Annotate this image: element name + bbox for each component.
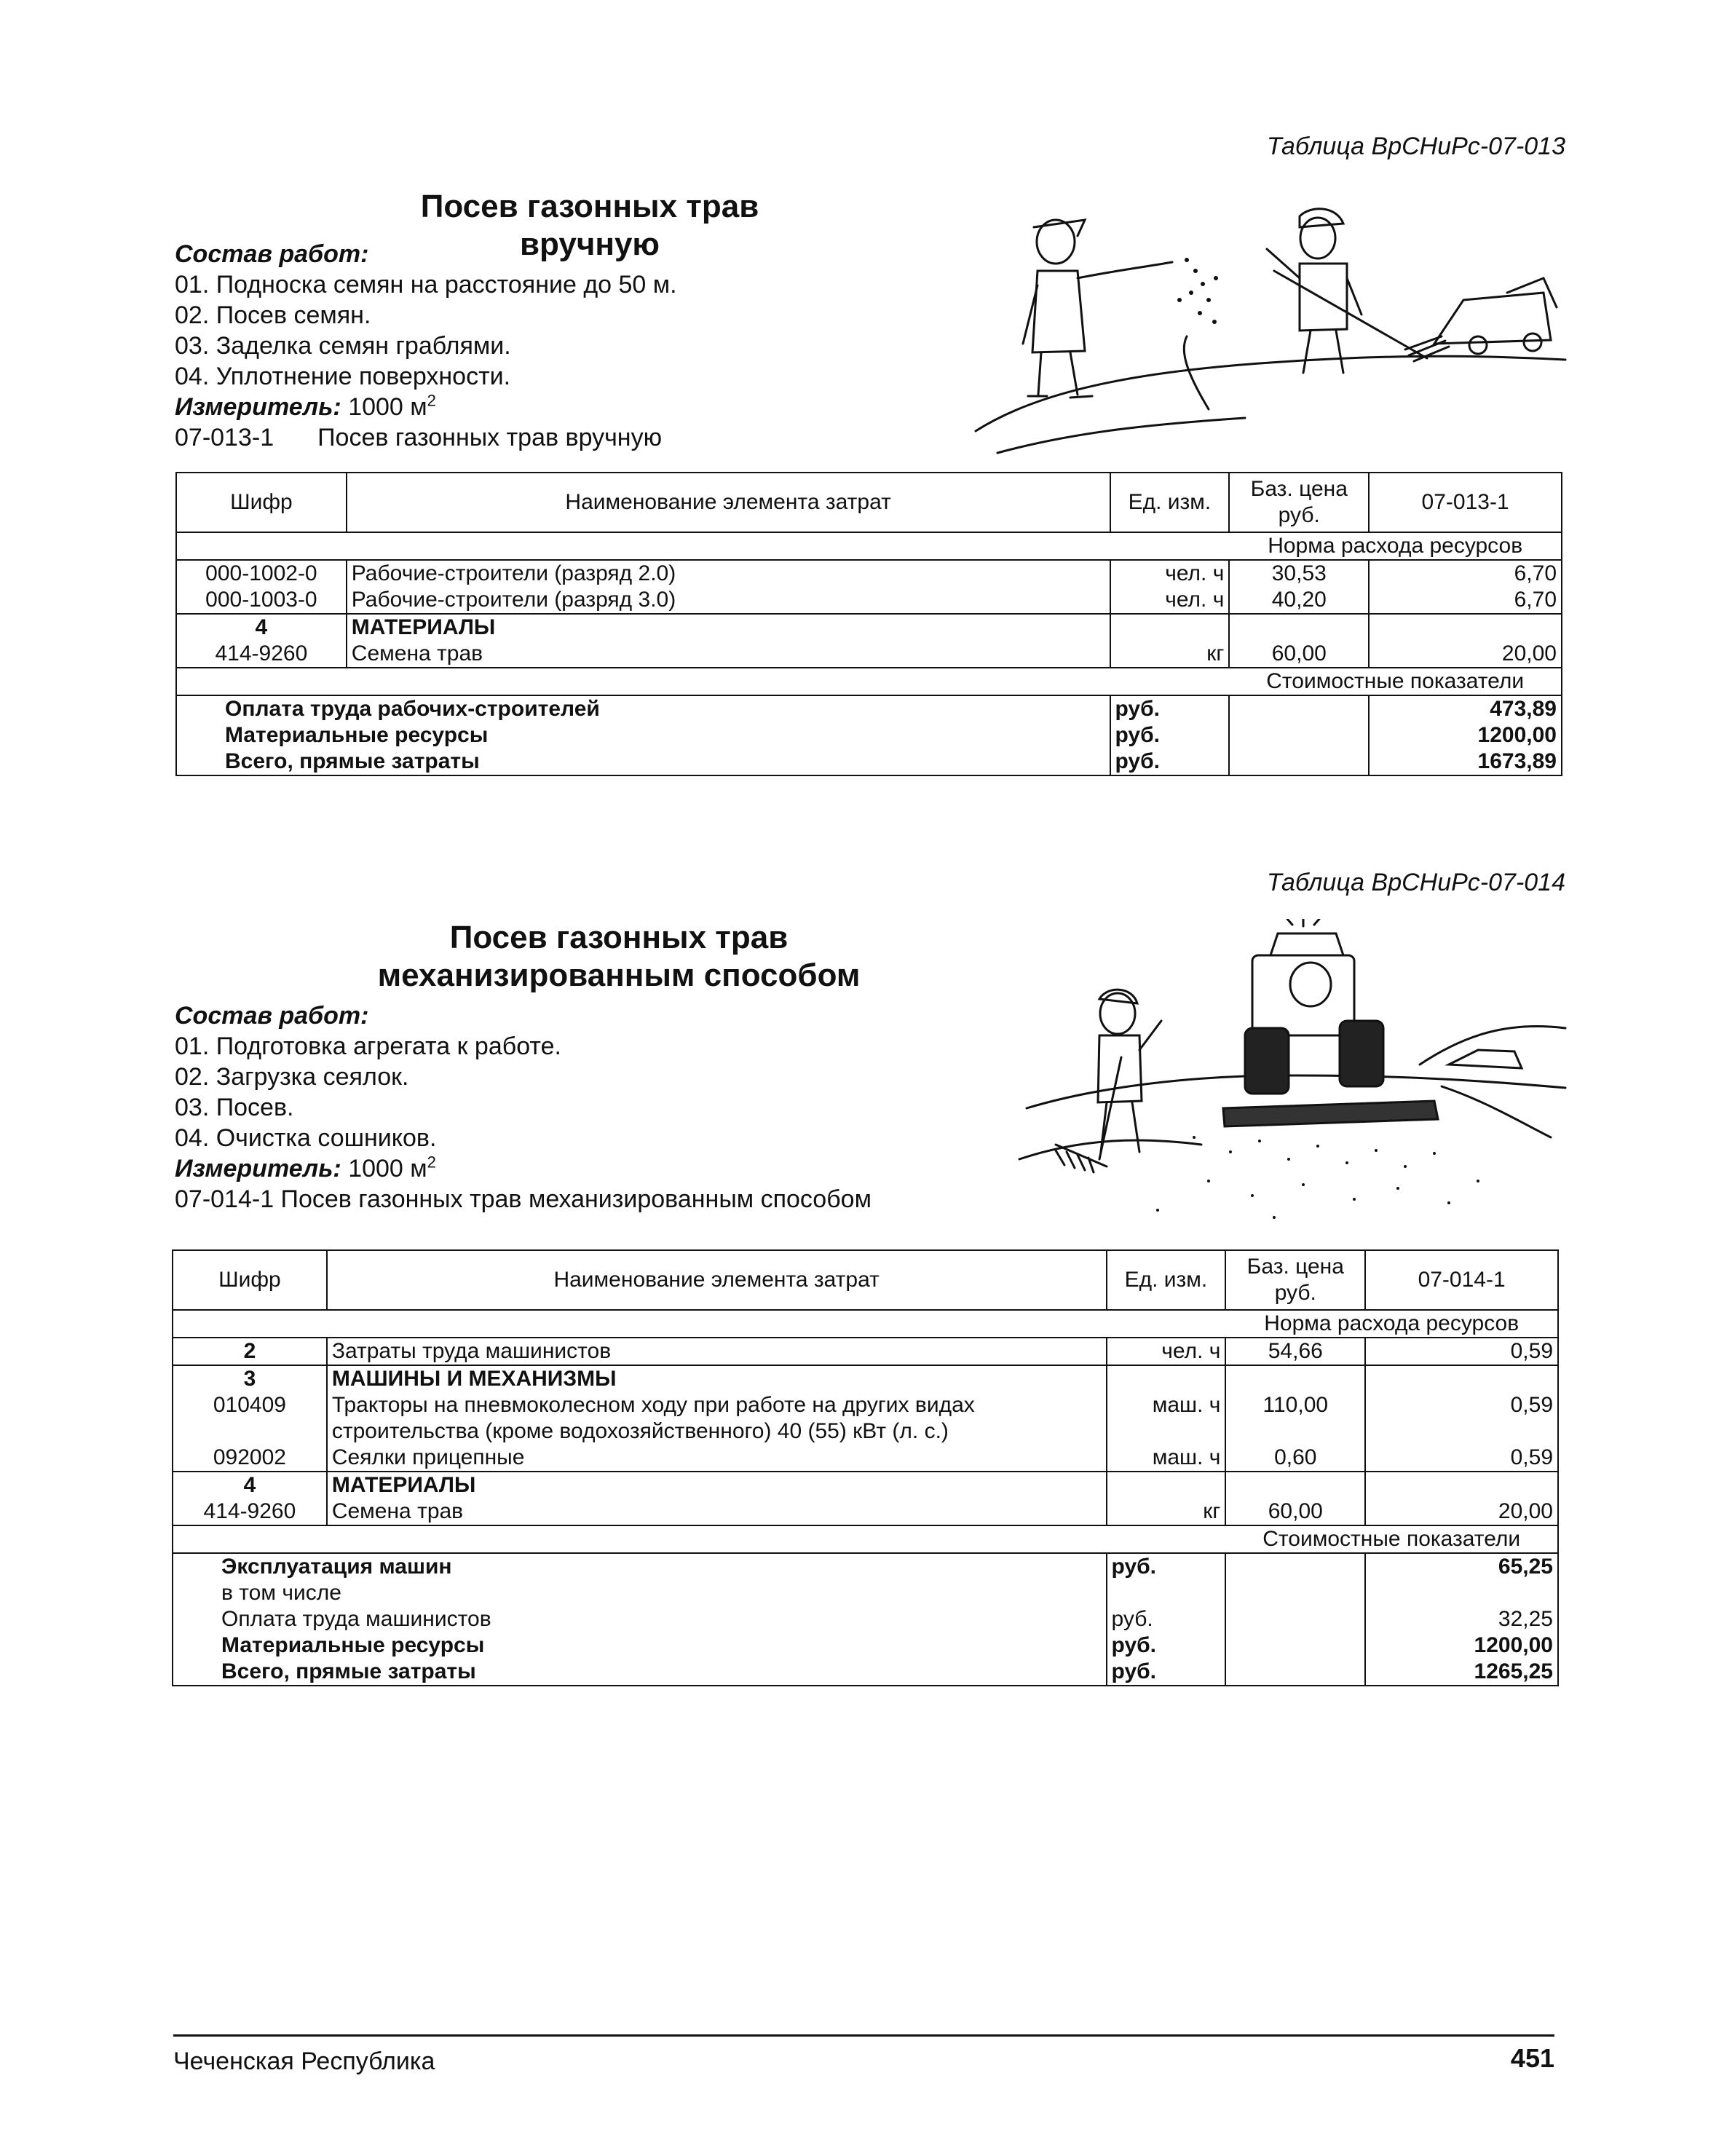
work-composition — [175, 1000, 872, 1215]
row-value: 6,70 — [1369, 587, 1562, 614]
header-name: Наименование элемента затрат — [327, 1250, 1107, 1310]
row-price: 110,00 — [1225, 1392, 1365, 1445]
row-price: 30,53 — [1229, 560, 1369, 587]
row-value: 0,59 — [1365, 1338, 1558, 1365]
cost-value: 473,89 — [1369, 695, 1562, 722]
row-code: 4 — [176, 614, 347, 641]
code-line — [175, 422, 677, 453]
row-unit: кг — [1107, 1498, 1226, 1525]
work-item: 01. Подноска семян на расстояние до 50 м. — [175, 271, 677, 299]
cost-name: Всего, прямые затраты — [176, 749, 1110, 775]
row-unit: чел. ч — [1110, 560, 1230, 587]
header-unit: Ед. изм. — [1107, 1250, 1226, 1310]
meter-label: Измеритель: — [175, 1155, 341, 1182]
cost-unit: руб. — [1107, 1606, 1226, 1632]
row-code: 3 — [173, 1365, 327, 1392]
cost-row — [173, 1632, 1558, 1659]
cost-value: 1200,00 — [1369, 722, 1562, 749]
meter-value: 1000 м — [348, 393, 427, 421]
row-code: 000-1002-0 — [176, 560, 347, 587]
section-title-line: Посев газонных трав — [449, 920, 789, 955]
table-row — [176, 560, 1562, 587]
table-row — [176, 587, 1562, 614]
section-title: Посев газонных трав вручную — [420, 189, 759, 262]
row-name: Рабочие-строители (разряд 3.0) — [347, 587, 1110, 614]
row-unit: чел. ч — [1110, 587, 1230, 614]
row-name-line: строительства (кроме водохозяйственного) 40 (55) кВт (л. с.) — [331, 1419, 949, 1443]
code-name: Посев газонных трав вручную — [317, 424, 663, 451]
tractor-sowing-illustration — [1012, 919, 1573, 1239]
work-item: 02. Посев семян. — [175, 301, 371, 329]
row-name-line: Тракторы на пневмоколесном ходу при работе на других видах — [331, 1393, 975, 1417]
table-row — [173, 1445, 1558, 1472]
work-item: 04. Уплотнение поверхности. — [175, 363, 511, 390]
header-col: 07-014-1 — [1365, 1250, 1558, 1310]
row-name: МАТЕРИАЛЫ — [347, 614, 1110, 641]
row-code: 414-9260 — [176, 641, 347, 668]
meter-label: Измеритель: — [175, 393, 341, 421]
row-code: 414-9260 — [173, 1498, 327, 1525]
section-norm: Норма расхода ресурсов — [1225, 1310, 1558, 1338]
work-composition — [175, 239, 677, 453]
table-label: Таблица ВрСНиРс-07-013 — [1266, 133, 1565, 160]
row-name: МАШИНЫ И МЕХАНИЗМЫ — [327, 1365, 1107, 1392]
cost-row — [176, 695, 1562, 722]
row-value: 20,00 — [1365, 1498, 1558, 1525]
work-item: 01. Подготовка агрегата к работе. — [175, 1032, 561, 1060]
header-price: Баз. цена руб. — [1225, 1250, 1365, 1310]
cost-row — [176, 749, 1562, 775]
meter — [175, 1153, 872, 1184]
row-price: 60,00 — [1229, 641, 1369, 668]
header-col: 07-013-1 — [1369, 473, 1562, 532]
page-number: 451 — [1510, 2043, 1554, 2073]
cost-unit: руб. — [1110, 695, 1230, 722]
cost-value: 1265,25 — [1365, 1659, 1558, 1686]
work-item: 02. Загрузка сеялок. — [175, 1063, 409, 1091]
row-name — [327, 1392, 1107, 1445]
cost-row — [173, 1606, 1558, 1632]
cost-unit: руб. — [1107, 1632, 1226, 1659]
cost-table-07-014 — [172, 1249, 1559, 1686]
table-label: Таблица ВрСНиРс-07-014 — [1266, 869, 1565, 896]
table-row — [176, 614, 1562, 641]
hand-sowing-illustration — [968, 191, 1573, 467]
cost-unit: руб. — [1110, 749, 1230, 775]
table-row — [173, 1472, 1558, 1498]
cost-row — [173, 1580, 1558, 1606]
row-value: 20,00 — [1369, 641, 1562, 668]
row-price: 0,60 — [1225, 1445, 1365, 1472]
row-code: 4 — [173, 1472, 327, 1498]
cost-value: 1200,00 — [1365, 1632, 1558, 1659]
work-item: 04. Очистка сошников. — [175, 1124, 437, 1152]
table-row — [173, 1338, 1558, 1365]
cost-name: в том числе — [173, 1580, 1107, 1606]
code-line: 07-014-1 Посев газонных трав механизированным способом — [175, 1185, 872, 1213]
row-value: 0,59 — [1365, 1445, 1558, 1472]
meter-sup: 2 — [427, 1153, 436, 1172]
footer-rule — [173, 2034, 1554, 2037]
cost-name: Всего, прямые затраты — [173, 1659, 1107, 1686]
work-composition-header: Состав работ: — [175, 240, 369, 268]
row-code: 2 — [173, 1338, 327, 1365]
row-unit: кг — [1110, 641, 1230, 668]
meter — [175, 392, 677, 422]
cost-unit: руб. — [1110, 722, 1230, 749]
cost-table-07-013 — [175, 472, 1562, 776]
work-composition-header: Состав работ: — [175, 1002, 369, 1030]
cost-row — [173, 1553, 1558, 1580]
cost-name: Оплата труда рабочих-строителей — [176, 695, 1110, 722]
row-price: 60,00 — [1225, 1498, 1365, 1525]
row-code: 092002 — [173, 1445, 327, 1472]
row-code: 010409 — [173, 1392, 327, 1445]
cost-value: 1673,89 — [1369, 749, 1562, 775]
cost-name: Материальные ресурсы — [176, 722, 1110, 749]
row-price: 54,66 — [1225, 1338, 1365, 1365]
table-row — [173, 1498, 1558, 1525]
header-code: Шифр — [176, 473, 347, 532]
row-name: Сеялки прицепные — [327, 1445, 1107, 1472]
cost-value: 65,25 — [1365, 1553, 1558, 1580]
header-price: Баз. цена руб. — [1229, 473, 1369, 532]
table-row — [176, 641, 1562, 668]
row-value: 0,59 — [1365, 1392, 1558, 1445]
cost-name: Материальные ресурсы — [173, 1632, 1107, 1659]
meter-value: 1000 м — [348, 1155, 427, 1182]
header-name: Наименование элемента затрат — [347, 473, 1110, 532]
row-unit: маш. ч — [1107, 1392, 1226, 1445]
header-unit: Ед. изм. — [1110, 473, 1230, 532]
section-cost: Стоимостные показатели — [1229, 668, 1562, 695]
row-value: 6,70 — [1369, 560, 1562, 587]
section-title — [349, 919, 888, 995]
cost-unit: руб. — [1107, 1659, 1226, 1686]
cost-name: Оплата труда машинистов — [173, 1606, 1107, 1632]
cost-value: 32,25 — [1365, 1606, 1558, 1632]
work-item: 03. Посев. — [175, 1094, 294, 1121]
cost-name: Эксплуатация машин — [173, 1553, 1107, 1580]
row-name: Рабочие-строители (разряд 2.0) — [347, 560, 1110, 587]
cost-row — [176, 722, 1562, 749]
row-name: Семена трав — [327, 1498, 1107, 1525]
code: 07-013-1 — [175, 424, 274, 451]
table-row — [173, 1365, 1558, 1392]
cost-row — [173, 1659, 1558, 1686]
row-name: Семена трав — [347, 641, 1110, 668]
row-unit: маш. ч — [1107, 1445, 1226, 1472]
section-title-line: механизированным способом — [377, 957, 861, 993]
section-norm: Норма расхода ресурсов — [1229, 532, 1562, 560]
meter-sup: 2 — [427, 391, 436, 410]
row-unit: чел. ч — [1107, 1338, 1226, 1365]
row-code: 000-1003-0 — [176, 587, 347, 614]
footer-region: Чеченская Республика — [173, 2048, 435, 2075]
header-code: Шифр — [173, 1250, 327, 1310]
row-name: Затраты труда машинистов — [327, 1338, 1107, 1365]
row-name: МАТЕРИАЛЫ — [327, 1472, 1107, 1498]
table-row — [173, 1392, 1558, 1445]
cost-unit: руб. — [1107, 1553, 1226, 1580]
section-cost: Стоимостные показатели — [1225, 1525, 1558, 1553]
work-item: 03. Заделка семян граблями. — [175, 332, 511, 360]
row-price: 40,20 — [1229, 587, 1369, 614]
